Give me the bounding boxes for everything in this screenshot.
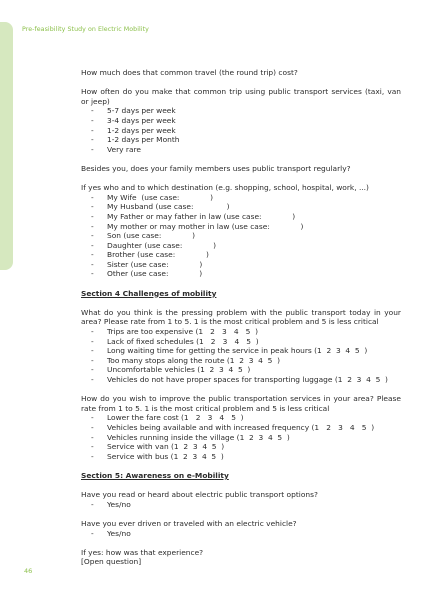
bullet-dash: - [91, 135, 94, 145]
answer-option-label: Son (use case: ) [107, 231, 196, 241]
answer-option [81, 241, 401, 251]
bullet-dash: - [91, 269, 94, 279]
answer-option [81, 442, 401, 452]
answer-option-label: Yes/no [107, 499, 131, 509]
answer-option [81, 260, 401, 270]
bullet-dash: - [91, 327, 94, 337]
paragraph-gap [81, 174, 401, 184]
paragraph-gap [81, 509, 401, 519]
bullet-dash: - [91, 202, 94, 212]
bullet-dash: - [91, 259, 94, 269]
answer-option-label: 1-2 days per week [107, 125, 176, 135]
bullet-dash: - [91, 106, 94, 116]
answer-option [81, 126, 401, 136]
answer-option-label: Service with van (1 2 3 4 5 ) [107, 442, 225, 452]
answer-option [81, 222, 401, 232]
answer-option-label: Brother (use case: ) [107, 250, 209, 260]
answer-option-label: Sister (use case: ) [107, 259, 203, 269]
answer-option-label: Vehicles being available and with increased frequency (1 2 3 4 5 ) [107, 422, 375, 432]
answer-option-label: 5-7 days per week [107, 106, 176, 116]
answer-option-label: My Wife (use case: ) [107, 192, 214, 202]
answer-option [81, 231, 401, 241]
bullet-dash: - [91, 355, 94, 365]
paragraph-gap [81, 78, 401, 88]
answer-option-label: Service with bus (1 2 3 4 5 ) [107, 451, 224, 461]
answer-option [81, 365, 401, 375]
answer-option [81, 193, 401, 203]
paragraph-gap [81, 298, 401, 308]
answer-option-label: Lack of fixed schedules (1 2 3 4 5 ) [107, 336, 259, 346]
paragraph-gap [81, 461, 401, 471]
section-heading: Section 5: Awareness on e-Mobility [81, 470, 229, 480]
question-paragraph: [Open question] [81, 557, 142, 567]
answer-option-label: Daughter (use case: ) [107, 240, 217, 250]
answer-option-label: Long waiting time for getting the service in peak hours (1 2 3 4 5 ) [107, 346, 368, 356]
bullet-dash: - [91, 422, 94, 432]
bullet-dash: - [91, 442, 94, 452]
answer-option-label: Vehicles running inside the village (1 2 3 4 5 ) [107, 432, 290, 442]
answer-option-label: Trips are too expensive (1 2 3 4 5 ) [107, 327, 259, 337]
bullet-dash: - [91, 125, 94, 135]
side-accent-bar [0, 22, 13, 270]
paragraph-gap [81, 481, 401, 491]
answer-option [81, 116, 401, 126]
question-paragraph: Have you ever driven or traveled with an electric vehicle? [81, 518, 297, 528]
bullet-dash: - [91, 528, 94, 538]
question-paragraph: How much does that common travel (the round trip) cost? [81, 68, 298, 77]
answer-option [81, 452, 401, 462]
bullet-dash: - [91, 346, 94, 356]
answer-option-label: Other (use case: ) [107, 269, 203, 279]
bullet-dash: - [91, 240, 94, 250]
bullet-dash: - [91, 413, 94, 423]
answer-option [81, 423, 401, 433]
answer-option [81, 106, 401, 116]
bullet-dash: - [91, 211, 94, 221]
question-paragraph: Have you read or heard about electric public transport options? [81, 490, 318, 500]
page-number: 46 [24, 567, 33, 575]
bullet-dash: - [91, 336, 94, 346]
answer-option [81, 135, 401, 145]
section-heading: Section 4 Challenges of mobility [81, 288, 217, 298]
paragraph-gap [81, 154, 401, 164]
question-paragraph: If yes: how was that experience? [81, 547, 204, 557]
answer-option-label: Very rare [107, 144, 141, 154]
answer-option [81, 269, 401, 279]
answer-option [81, 356, 401, 366]
answer-option [81, 413, 401, 423]
answer-option [81, 375, 401, 385]
answer-option-label: Vehicles do not have proper spaces for transporting luggage (1 2 3 4 5 ) [107, 375, 388, 384]
question-paragraph: How do you wish to improve the public transportation services in your area? Please rate from 1 to 5. 1 is the most critical problem and 5 is less critical [81, 394, 401, 413]
question-paragraph: What do you think is the pressing problem with the public transport today in your area? Please rate from 1 to 5. 1 is the most critical problem and 5 is less critical [81, 307, 401, 327]
paragraph-gap [81, 538, 401, 548]
answer-option-label: Lower the fare cost (1 2 3 4 5 ) [107, 413, 244, 423]
answer-option [81, 202, 401, 212]
bullet-dash: - [91, 375, 94, 384]
answer-option [81, 529, 401, 539]
bullet-dash: - [91, 221, 94, 231]
answer-option [81, 145, 401, 155]
answer-option [81, 337, 401, 347]
question-paragraph: How often do you make that common trip using public transport services (taxi, van or jeep) [81, 87, 401, 106]
bullet-dash: - [91, 365, 94, 375]
answer-option [81, 346, 401, 356]
paragraph-gap [81, 385, 401, 395]
answer-option-label: Yes/no [107, 528, 131, 538]
running-header: Pre-feasibility Study on Electric Mobility [22, 26, 149, 33]
answer-option [81, 433, 401, 443]
answer-option-label: 1-2 days per Month [107, 135, 180, 145]
answer-option [81, 500, 401, 510]
paragraph-gap [81, 279, 401, 289]
answer-option [81, 212, 401, 222]
answer-option-label: My Father or may father in law (use case: ) [107, 211, 296, 221]
answer-option [81, 250, 401, 260]
question-paragraph: Besides you, does your family members uses public transport regularly? [81, 163, 351, 173]
answer-option [81, 327, 401, 337]
answer-option-label: 3-4 days per week [107, 115, 176, 125]
bullet-dash: - [91, 499, 94, 509]
bullet-dash: - [91, 432, 94, 442]
answer-option-label: Uncomfortable vehicles (1 2 3 4 5 ) [107, 365, 251, 375]
bullet-dash: - [91, 451, 94, 461]
bullet-dash: - [91, 144, 94, 154]
answer-option-label: Too many stops along the route (1 2 3 4 5 ) [107, 355, 280, 365]
bullet-dash: - [91, 250, 94, 260]
question-paragraph: If yes who and to which destination (e.g. shopping, school, hospital, work, ...) [81, 183, 369, 193]
bullet-dash: - [91, 115, 94, 125]
answer-option-label: My Husband (use case: ) [107, 202, 230, 212]
bullet-dash: - [91, 231, 94, 241]
bullet-dash: - [91, 192, 94, 202]
document-body [81, 68, 401, 567]
answer-option-label: My mother or may mother in law (use case: ) [107, 221, 304, 231]
